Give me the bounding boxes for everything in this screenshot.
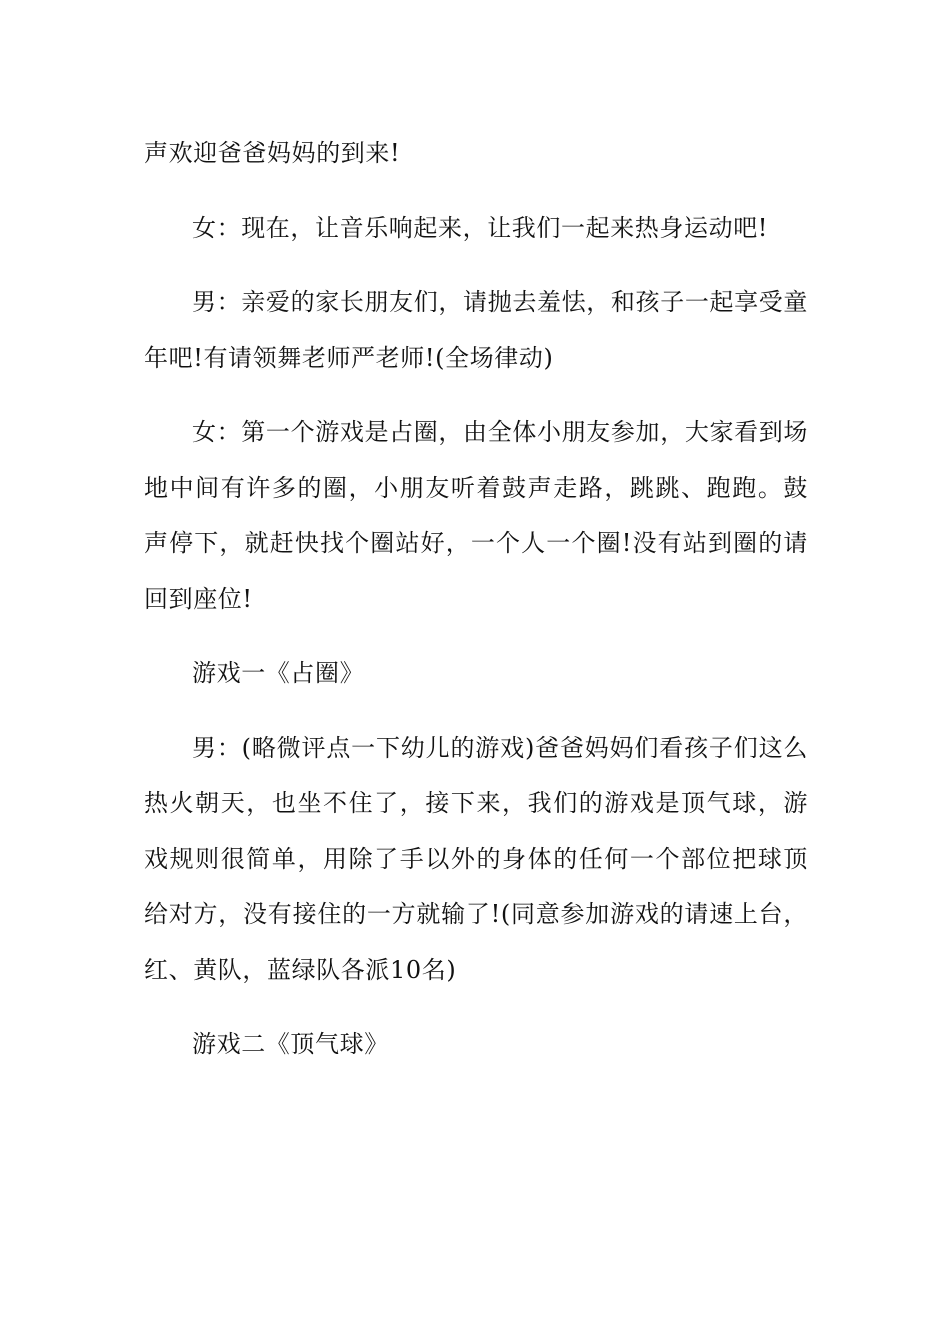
section-heading-game-two: 游戏二《顶气球》: [192, 1030, 389, 1058]
paragraph: 女：现在，让音乐响起来，让我们一起来热身运动吧!: [192, 213, 769, 242]
paragraph: 男：(略微评点一下幼儿的游戏)爸爸妈妈们看孩子们这么热火朝天，也坐不住了，接下来，我们的游戏是顶气球，游戏规则很简单，用除了手以外的身体的任何一个部位把球顶给对方，没有接住的一方就输了!(同意参加游戏的请速上台，红、黄队，蓝绿队各派10名): [144, 733, 808, 984]
paragraph: 声欢迎爸爸妈妈的到来!: [144, 139, 401, 167]
paragraph: 男：亲爱的家长朋友们，请抛去羞怯，和孩子一起享受童年吧!有请领舞老师严老师!(全场律动): [144, 288, 808, 372]
paragraph: 女：第一个游戏是占圈，由全体小朋友参加，大家看到场地中间有许多的圈，小朋友听着鼓声走路，跳跳、跑跑。鼓声停下，就赶快找个圈站好，一个人一个圈!没有站到圈的请回到座位!: [144, 418, 808, 613]
document-body: [144, 126, 808, 1092]
section-heading-game-one: 游戏一《占圈》: [192, 659, 365, 687]
